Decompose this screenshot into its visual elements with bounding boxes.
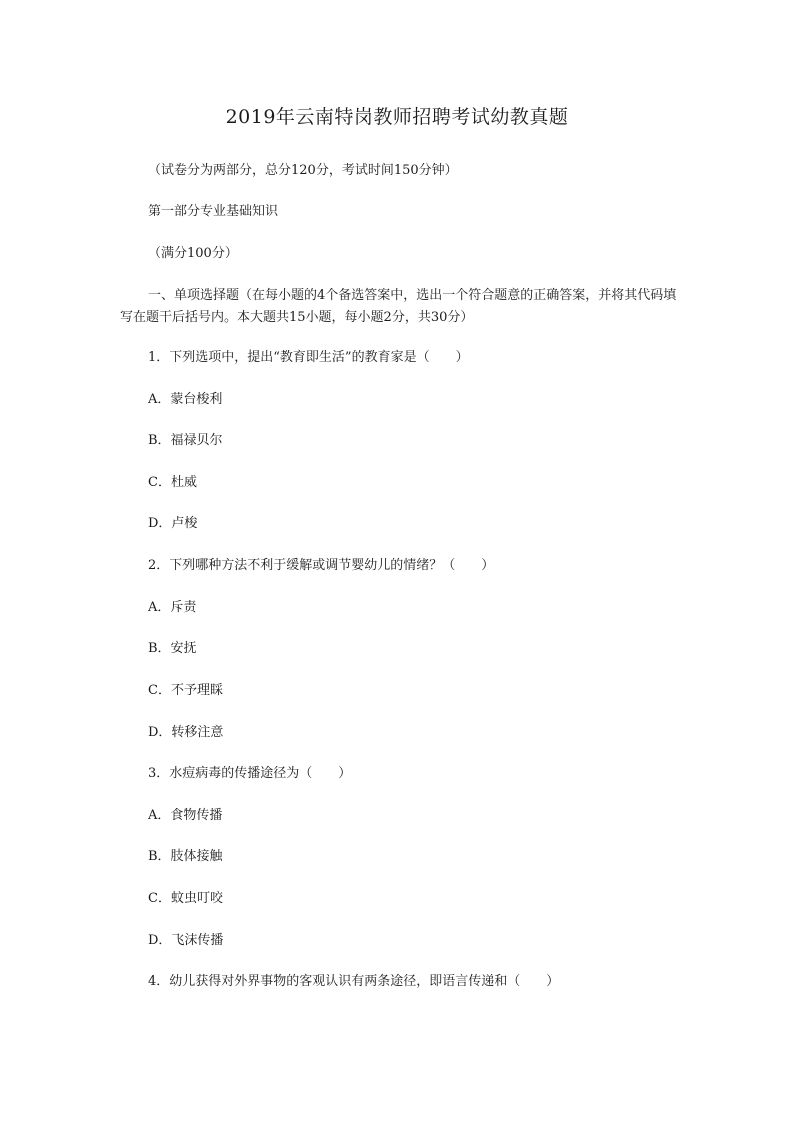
question-1-option-c: C．杜威	[148, 475, 197, 490]
part-score: （满分100分）	[148, 246, 238, 261]
question-3-option-b: B．肢体接触	[148, 849, 223, 864]
part-heading: 第一部分专业基础知识	[148, 204, 279, 219]
question-3-stem: 3．水痘病毒的传播途径为（ ）	[148, 766, 352, 781]
question-2-stem: 2．下列哪种方法不利于缓解或调节婴幼儿的情绪？（ ）	[148, 558, 495, 573]
exam-note: （试卷分为两部分，总分120分，考试时间150分钟）	[148, 163, 458, 178]
question-3-option-c: C．蚊虫叮咬	[148, 891, 223, 906]
question-2-option-c: C．不予理睬	[148, 683, 223, 698]
question-1-option-d: D．卢梭	[148, 516, 198, 531]
question-1-option-b: B．福禄贝尔	[148, 433, 223, 448]
question-3-option-d: D．飞沫传播	[148, 933, 224, 948]
question-1-stem: 1．下列选项中，提出“教育即生活”的教育家是（ ）	[148, 350, 469, 365]
question-3-option-a: A．食物传播	[148, 808, 223, 823]
question-2-option-b: B．安抚	[148, 641, 197, 656]
section-instructions: 一、单项选择题（在每小题的4个备选答案中，选出一个符合题意的正确答案，并将其代码填写在题干后括号内。本大题共15小题，每小题2分，共30分）	[120, 288, 677, 325]
question-4-stem: 4．幼儿获得对外界事物的客观认识有两条途径，即语言传递和（ ）	[148, 974, 560, 989]
document-title: 2019年云南特岗教师招聘考试幼教真题	[225, 106, 569, 128]
question-2-option-d: D．转移注意	[148, 725, 224, 740]
question-1-option-a: A．蒙台梭利	[148, 392, 223, 407]
question-2-option-a: A．斥责	[148, 600, 197, 615]
